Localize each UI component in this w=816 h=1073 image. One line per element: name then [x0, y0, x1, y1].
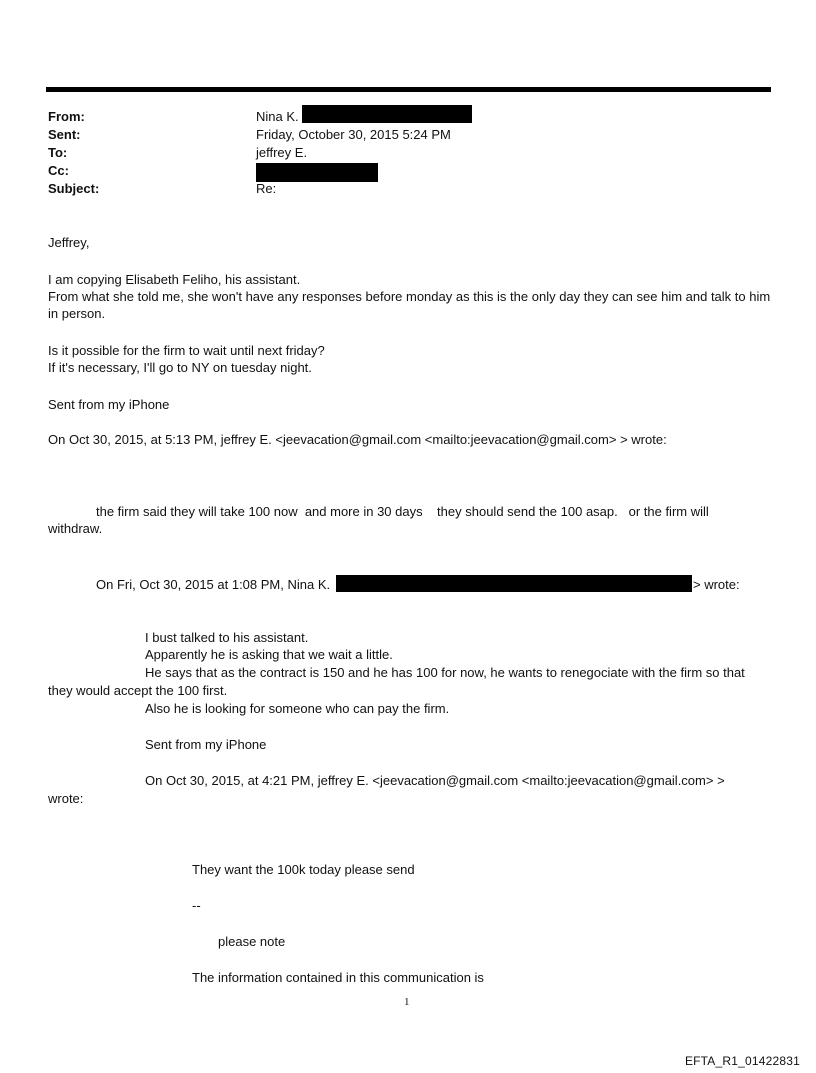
quote-line: -- [192, 898, 201, 913]
signature: Sent from my iPhone [145, 737, 267, 752]
sent-value: Friday, October 30, 2015 5:24 PM [256, 127, 451, 142]
redaction-email [336, 575, 692, 592]
quote-header: On Oct 30, 2015, at 5:13 PM, jeffrey E. <jeevacation@gmail.com <mailto:jeevacation@gmail.com> > wrote: [48, 432, 667, 447]
quote-line: Also he is looking for someone who can pay the firm. [145, 701, 450, 716]
quote-line: They want the 100k today please send [192, 862, 415, 877]
page-number: 1 [404, 996, 410, 1008]
to-label: To: [48, 145, 68, 160]
quote-line: He says that as the contract is 150 and he has 100 for now, he wants to renegociate with the firm so that [145, 665, 745, 680]
document-id: EFTA_R1_01422831 [684, 1054, 800, 1068]
quote-line: they would accept the 100 first. [48, 683, 228, 698]
quote-line: I bust talked to his assistant. [145, 630, 309, 645]
quote-line: please note [218, 934, 286, 949]
quote-line: Apparently he is asking that we wait a little. [145, 647, 393, 662]
quote-line: withdraw. [48, 521, 103, 536]
quote-line: the firm said they will take 100 now and more in 30 days they should send the 100 asap. or the firm will [96, 504, 709, 519]
greeting: Jeffrey, [48, 235, 90, 250]
subject-value: Re: [256, 181, 277, 196]
quote-line: The information contained in this communication is [192, 970, 484, 985]
to-value: jeffrey E. [256, 145, 308, 160]
cc-label: Cc: [48, 163, 69, 178]
quote-header: On Fri, Oct 30, 2015 at 1:08 PM, Nina K. [96, 577, 331, 592]
quote-header-suffix: > wrote: [693, 577, 740, 592]
body-line: Is it possible for the firm to wait until next friday? [48, 343, 325, 358]
quote-header: wrote: [48, 791, 84, 806]
signature: Sent from my iPhone [48, 397, 170, 412]
from-label: From: [48, 109, 85, 124]
body-paragraph: From what she told me, she won't have any responses before monday as this is the only day they can see him and talk to him in person. [48, 289, 771, 321]
subject-label: Subject: [48, 181, 100, 196]
quote-header: On Oct 30, 2015, at 4:21 PM, jeffrey E. <jeevacation@gmail.com <mailto:jeevacation@gmail.com> > [145, 773, 725, 788]
sent-label: Sent: [48, 127, 81, 142]
from-value: Nina K. [256, 109, 299, 124]
body-line: If it's necessary, I'll go to NY on tuesday night. [48, 360, 312, 375]
redaction-cc [256, 163, 378, 182]
redaction-from [302, 105, 472, 123]
body-line: I am copying Elisabeth Feliho, his assistant. [48, 272, 301, 287]
header-rule [46, 87, 771, 92]
